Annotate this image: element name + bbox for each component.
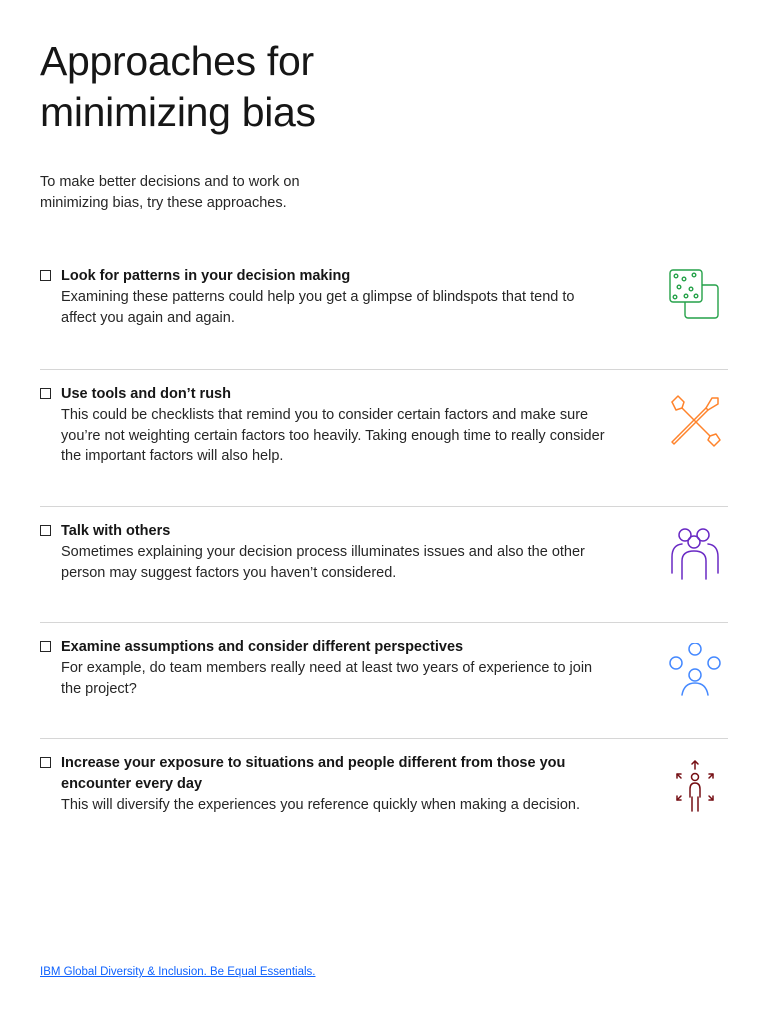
list-item-tools [40,369,728,506]
group-people-icon [668,527,722,581]
list-item-talk [40,506,728,622]
list-item-exposure [40,738,728,843]
item-description: Sometimes explaining your decision process illuminates issues and also the other person may suggest factors you haven’t considered. [61,544,585,581]
item-description: For example, do team members really need at least two years of experience to join the project? [61,660,593,697]
item-text [61,266,609,369]
checkbox[interactable] [40,757,51,768]
item-title: Use tools and don’t rush [61,386,231,402]
checkbox[interactable] [40,525,51,536]
list-item-patterns [40,258,728,369]
list-item-assumptions [40,622,728,738]
intro-text: To make better decisions and to work on minimizing bias, try these approaches. [40,174,300,211]
item-title: Look for patterns in your decision making [61,268,351,284]
approaches-list [40,258,728,843]
item-description: Examining these patterns could help you get a glimpse of blindspots that tend to affect you again and again. [61,289,575,326]
checkbox[interactable] [40,270,51,281]
item-title: Examine assumptions and consider different perspectives [61,639,464,655]
perspectives-icon [668,643,722,697]
pattern-squares-icon [668,268,722,322]
item-title: Talk with others [61,523,171,539]
item-description: This will diversify the experiences you reference quickly when making a decision. [61,797,581,813]
checkbox[interactable] [40,641,51,652]
item-text [61,637,609,738]
page-title: Approaches for minimizing bias [40,38,316,135]
wrench-screwdriver-icon [668,394,722,448]
item-description: This could be checklists that remind you to consider certain factors and make sure you’re not weighting certain factors too heavily. Taking enough time to really consider the important factors will also help. [61,407,605,464]
item-text [61,753,609,843]
item-title: Increase your exposure to situations and people different from those you encounter every day [61,755,566,792]
item-text [61,521,609,622]
checkbox[interactable] [40,388,51,399]
item-text [61,384,609,506]
person-expand-icon [668,759,722,813]
source-link[interactable]: IBM Global Diversity & Inclusion. Be Equal Essentials. [40,966,316,978]
